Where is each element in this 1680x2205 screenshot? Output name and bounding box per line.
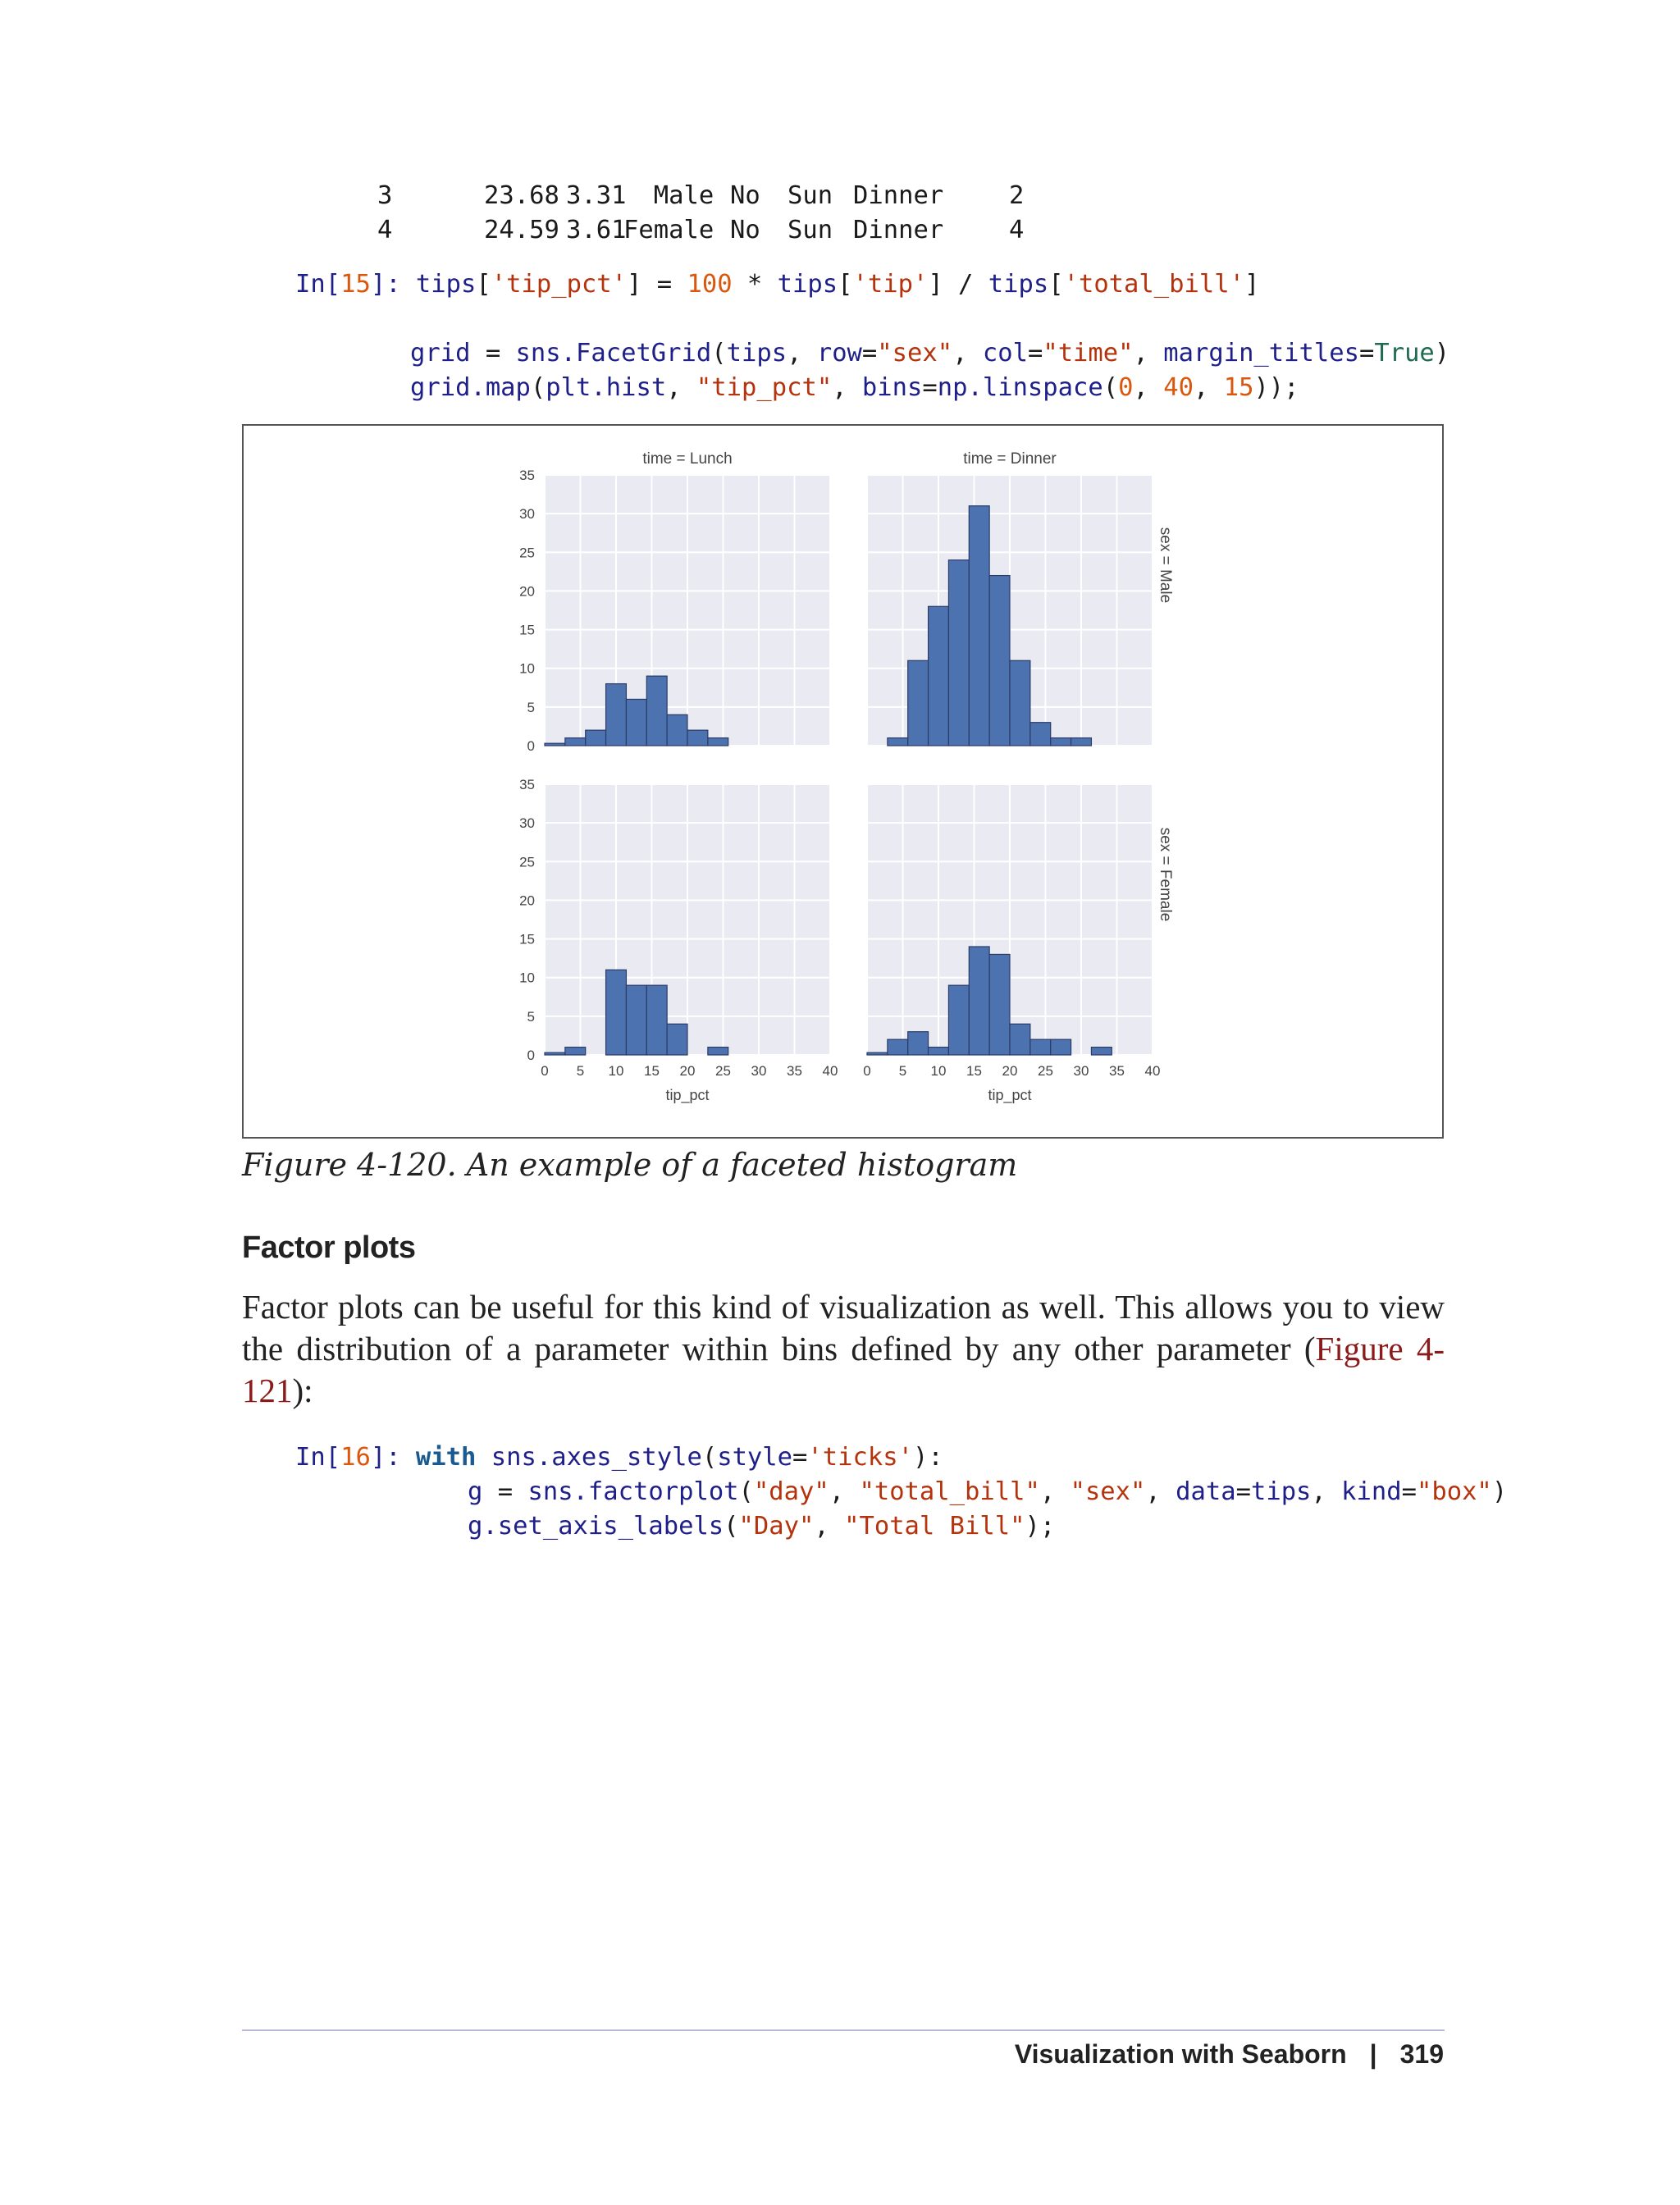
column-title: time = Dinner [963,450,1057,468]
histogram-bar [626,985,646,1055]
page-number: 319 [1399,2039,1444,2069]
table-cell-idx: 3 [377,181,393,210]
code-token: "day" [753,1477,829,1506]
code-token: ] / [928,270,988,299]
histogram-bar [708,738,728,746]
histogram-bar [888,738,908,746]
figure-frame [242,424,1444,1139]
x-tick-label: 10 [608,1063,624,1079]
code-token: 'tip' [852,270,929,299]
y-tick-label: 5 [527,699,535,715]
table-cell-sex: Female [623,216,714,244]
table-cell-smoker: No [730,181,760,210]
x-tick-label: 40 [1144,1063,1161,1079]
paragraph-tail: ): [292,1372,313,1409]
y-tick-label: 35 [519,468,535,483]
histogram-bar [606,684,627,746]
table-cell-time: Dinner [853,216,944,244]
code-token: tips [726,339,788,368]
x-tick-label: 20 [1002,1063,1018,1079]
body-paragraph [242,1286,1445,1412]
code-line [468,1509,1055,1544]
x-tick-label: 15 [966,1063,982,1079]
footer-rule [242,2029,1445,2031]
code-token: True [1374,339,1435,368]
code-token: , [1311,1477,1342,1506]
y-tick-label: 10 [519,660,535,677]
histogram-bar [908,1032,929,1055]
code-token: "sex" [1070,1477,1146,1506]
code-token: ) [1434,339,1450,368]
code-token: 40 [1163,373,1194,402]
row-title: sex = Male [1157,527,1174,604]
code-token: with [415,1443,477,1472]
x-tick-label: 25 [1038,1063,1053,1079]
code-token: = [1358,339,1375,368]
histogram-bar [545,743,565,746]
code-token: "Day" [738,1512,815,1541]
histogram-bar [969,947,989,1055]
code-token: , [952,339,983,368]
code-token: * [732,270,778,299]
histogram-bar [606,970,627,1055]
histogram-bar [708,1048,728,1055]
table-cell-day: Sun [788,216,833,244]
code-token: = [1401,1477,1417,1506]
code-token: ( [701,1443,718,1472]
x-tick-label: 10 [930,1063,947,1079]
code-token: "Total Bill" [844,1512,1025,1541]
code-token: , [829,1477,860,1506]
table-cell-idx: 4 [377,216,393,244]
y-tick-label: 20 [519,583,535,600]
code-token: grid [410,339,471,368]
x-tick-label: 30 [751,1063,767,1079]
code-token: 0 [1118,373,1134,402]
prompt-close: ]: [370,270,416,299]
code-token: data [1176,1477,1236,1506]
x-tick-label: 20 [679,1063,696,1079]
histogram-bar [687,730,708,746]
histogram-bar [948,985,969,1055]
code-token: "time" [1043,339,1134,368]
code-line [410,336,1449,371]
table-cell-size: 4 [1009,216,1025,244]
x-axis-label: tip_pct [665,1087,710,1103]
code-token: )); [1253,373,1299,402]
code-token: ); [1025,1512,1056,1541]
code-token: sns.axes_style [491,1443,702,1472]
code-token: = [482,1477,528,1506]
code-token: ( [738,1477,754,1506]
histogram-bar [646,985,667,1055]
histogram-bar [586,730,606,746]
code-line [468,1475,1507,1509]
code-line [295,1440,943,1475]
code-token: g [468,1477,483,1506]
y-tick-label: 15 [519,931,535,947]
y-tick-label: 15 [519,622,535,638]
histogram-bar [646,676,667,746]
prompt-in: In[ [295,1443,341,1472]
code-token: = [922,373,938,402]
running-title: Visualization with Seaborn [1014,2039,1347,2069]
code-token: 'total_bill' [1063,270,1244,299]
x-tick-label: 5 [898,1063,907,1079]
table-cell-sex: Male [653,181,714,210]
code-token: sns.FacetGrid [515,339,712,368]
histogram-bar [565,1048,586,1055]
figure-caption: Figure 4-120. An example of a faceted histogram [242,1147,1018,1183]
code-token: , [1039,1477,1071,1506]
code-token: "tip_pct" [696,373,833,402]
x-tick-label: 40 [822,1063,838,1079]
histogram-bar [545,1052,565,1055]
histogram-bar [626,699,646,746]
table-cell-day: Sun [788,181,833,210]
histogram-bar [1051,738,1071,746]
histogram-bar [1030,723,1051,746]
x-tick-label: 30 [1073,1063,1089,1079]
code-line [410,371,1299,405]
histogram-bar [1010,660,1030,746]
code-token: style [717,1443,793,1472]
code-token: , [787,339,817,368]
code-token: g.set_axis_labels [468,1512,724,1541]
histogram-bar [667,714,687,746]
histogram-bar [1051,1039,1071,1055]
code-token: , [1193,373,1224,402]
code-token: bins [861,373,923,402]
code-token: , [666,373,696,402]
x-tick-label: 35 [787,1063,802,1079]
page-footer [1015,2039,1444,2070]
code-token: , [814,1512,845,1541]
code-token: [ [1048,270,1064,299]
code-token: , [832,373,862,402]
code-token: kind [1341,1477,1402,1506]
code-token: = [792,1443,808,1472]
code-token: tips [988,270,1049,299]
code-token: ) [1491,1477,1508,1506]
y-tick-label: 35 [519,777,535,792]
y-tick-label: 20 [519,892,535,909]
code-token: ] = [627,270,687,299]
code-token: ] [1244,270,1260,299]
table-cell-total-bill: 24.59 [484,216,559,244]
code-token: 'tip_pct' [491,270,628,299]
code-token: = [1235,1477,1251,1506]
code-token: , [1145,1477,1176,1506]
prompt-in: In[ [295,270,341,299]
histogram-bar [867,1052,888,1055]
faceted-histogram-chart [244,426,1442,1137]
histogram-bar [1010,1024,1030,1055]
y-tick-label: 30 [519,506,535,523]
code-token: = [470,339,516,368]
y-tick-label: 0 [527,1048,535,1063]
code-token: [ [476,270,491,299]
code-token: plt.hist [546,373,667,402]
code-token [476,1443,491,1472]
code-token: grid.map [410,373,531,402]
prompt-number: 15 [340,270,371,299]
code-token: tips [777,270,838,299]
histogram-bar [929,606,949,746]
code-token: tips [1250,1477,1312,1506]
code-token: , [1133,339,1164,368]
histogram-bar [989,954,1010,1055]
footer-separator: | [1369,2039,1377,2069]
table-cell-size: 2 [1009,181,1025,210]
section-title: Factor plots [242,1230,416,1265]
x-tick-label: 35 [1109,1063,1125,1079]
table-cell-tip: 3.31 [566,181,627,210]
code-token: = [861,339,878,368]
code-token: ( [711,339,727,368]
histogram-bar [969,506,989,746]
code-token: [ [838,270,853,299]
table-cell-time: Dinner [853,181,944,210]
histogram-bar [1091,1048,1112,1055]
column-title: time = Lunch [642,450,733,468]
y-tick-label: 10 [519,970,535,986]
code-token: col [982,339,1028,368]
x-tick-label: 5 [576,1063,585,1079]
x-tick-label: 25 [715,1063,731,1079]
histogram-bar [667,1024,687,1055]
table-cell-smoker: No [730,216,760,244]
code-token: "total_bill" [859,1477,1040,1506]
histogram-bar [948,560,969,746]
histogram-bar [989,576,1010,746]
y-tick-label: 25 [519,545,535,561]
code-token: "sex" [877,339,953,368]
y-tick-label: 30 [519,815,535,832]
code-token: row [816,339,862,368]
code-token: ): [912,1443,943,1472]
paragraph-text: Factor plots can be useful for this kind of visualization as well. This allows you to view the distribution of a parameter within bins defined by any other parameter ( [242,1288,1445,1367]
y-tick-label: 0 [527,738,535,754]
code-token: tips [415,270,477,299]
table-cell-total-bill: 23.68 [484,181,559,210]
histogram-bar [908,660,929,746]
y-tick-label: 5 [527,1008,535,1025]
code-token: sns.factorplot [527,1477,739,1506]
histogram-bar [565,738,586,746]
code-token: "box" [1416,1477,1492,1506]
histogram-bar [888,1039,908,1055]
y-tick-label: 25 [519,854,535,870]
table-cell-tip: 3.61 [566,216,627,244]
figure-reference-link[interactable]: Figure 4-121 [242,1330,1445,1409]
histogram-bar [1030,1039,1051,1055]
x-axis-label: tip_pct [988,1087,1032,1103]
code-token: ( [530,373,546,402]
code-line [295,267,1259,302]
code-token: np.linspace [937,373,1103,402]
x-tick-label: 15 [644,1063,660,1079]
code-token: 100 [687,270,733,299]
x-tick-label: 0 [541,1063,549,1079]
code-token: 15 [1223,373,1254,402]
histogram-bar [929,1048,949,1055]
code-token: = [1027,339,1043,368]
code-token: ( [1102,373,1119,402]
histogram-bar [1071,738,1092,746]
code-token: margin_titles [1163,339,1359,368]
row-title: sex = Female [1157,827,1174,922]
prompt-number: 16 [340,1443,371,1472]
code-token: ( [724,1512,739,1541]
code-token: 'ticks' [807,1443,913,1472]
x-tick-label: 0 [863,1063,871,1079]
code-token: , [1133,373,1164,402]
prompt-close: ]: [370,1443,416,1472]
